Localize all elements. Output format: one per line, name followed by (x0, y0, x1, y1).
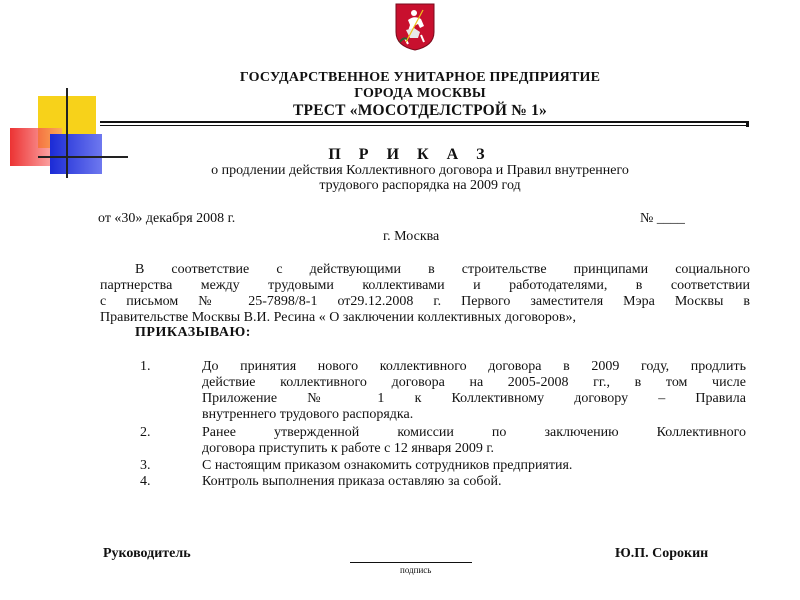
header-rule-thick (100, 121, 746, 123)
preamble-line2: партнерства между трудовыми коллективами и работодателями, в соответствии (100, 278, 750, 293)
list-item-line: Контроль выполнения приказа оставляю за собой. (202, 474, 502, 489)
subject-line2: трудового распорядка на 2009 год (319, 178, 521, 193)
list-item-line: С настоящим приказом ознакомить сотрудников предприятия. (202, 458, 573, 473)
list-item-line: внутреннего трудового распорядка. (202, 407, 414, 422)
header-rule-thin (100, 125, 746, 126)
org-name-line2: ГОРОДА МОСКВЫ (354, 86, 486, 101)
org-name-line3: ТРЕСТ «МОСОТДЕЛСТРОЙ № 1» (293, 102, 547, 119)
decor-horizontal-line (38, 156, 128, 158)
list-item-number: 1. (140, 359, 151, 374)
signer-role: Руководитель (103, 546, 191, 561)
list-item-line: договора приступить к работе с 12 января 2009 г. (202, 441, 495, 456)
document-number: № ____ (640, 211, 685, 226)
list-item-number: 4. (140, 474, 151, 489)
document-title: П Р И К А З (328, 146, 492, 163)
signature-line (350, 562, 472, 563)
preamble-line4: Правительстве Москвы В.И. Ресина « О заключении коллективных договоров», (100, 310, 576, 325)
signature-caption: подпись (400, 565, 432, 575)
preamble-line1: В соответствие с действующими в строительстве принципами социального (135, 262, 750, 277)
subject-line1: о продлении действия Коллективного договора и Правил внутреннего (211, 163, 629, 178)
list-item-line: До принятия нового коллективного договора в 2009 году, продлить (202, 359, 746, 374)
document-date: от «30» декабря 2008 г. (98, 211, 236, 226)
list-item-number: 3. (140, 458, 151, 473)
decor-vertical-line (66, 88, 68, 178)
preamble-line3: с письмом № 25-7898/8-1 от29.12.2008 г. Первого заместителя Мэра Москвы в (100, 294, 750, 309)
list-item-line: Приложение № 1 к Коллективному договору – Правила (202, 391, 746, 406)
document-city: г. Москва (383, 229, 440, 244)
list-item-line: действие коллективного договора на 2005-2008 гг., в том числе (202, 375, 746, 390)
moscow-coat-of-arms-icon (394, 2, 436, 52)
orders-label: ПРИКАЗЫВАЮ: (135, 325, 251, 340)
signer-name: Ю.П. Сорокин (615, 546, 709, 561)
list-item-number: 2. (140, 425, 151, 440)
list-item-line: Ранее утвержденной комиссии по заключению Коллективного (202, 425, 746, 440)
org-name-line1: ГОСУДАРСТВЕННОЕ УНИТАРНОЕ ПРЕДПРИЯТИЕ (239, 70, 601, 85)
header-rule-end (746, 121, 749, 127)
decor-blue-square (50, 134, 102, 174)
